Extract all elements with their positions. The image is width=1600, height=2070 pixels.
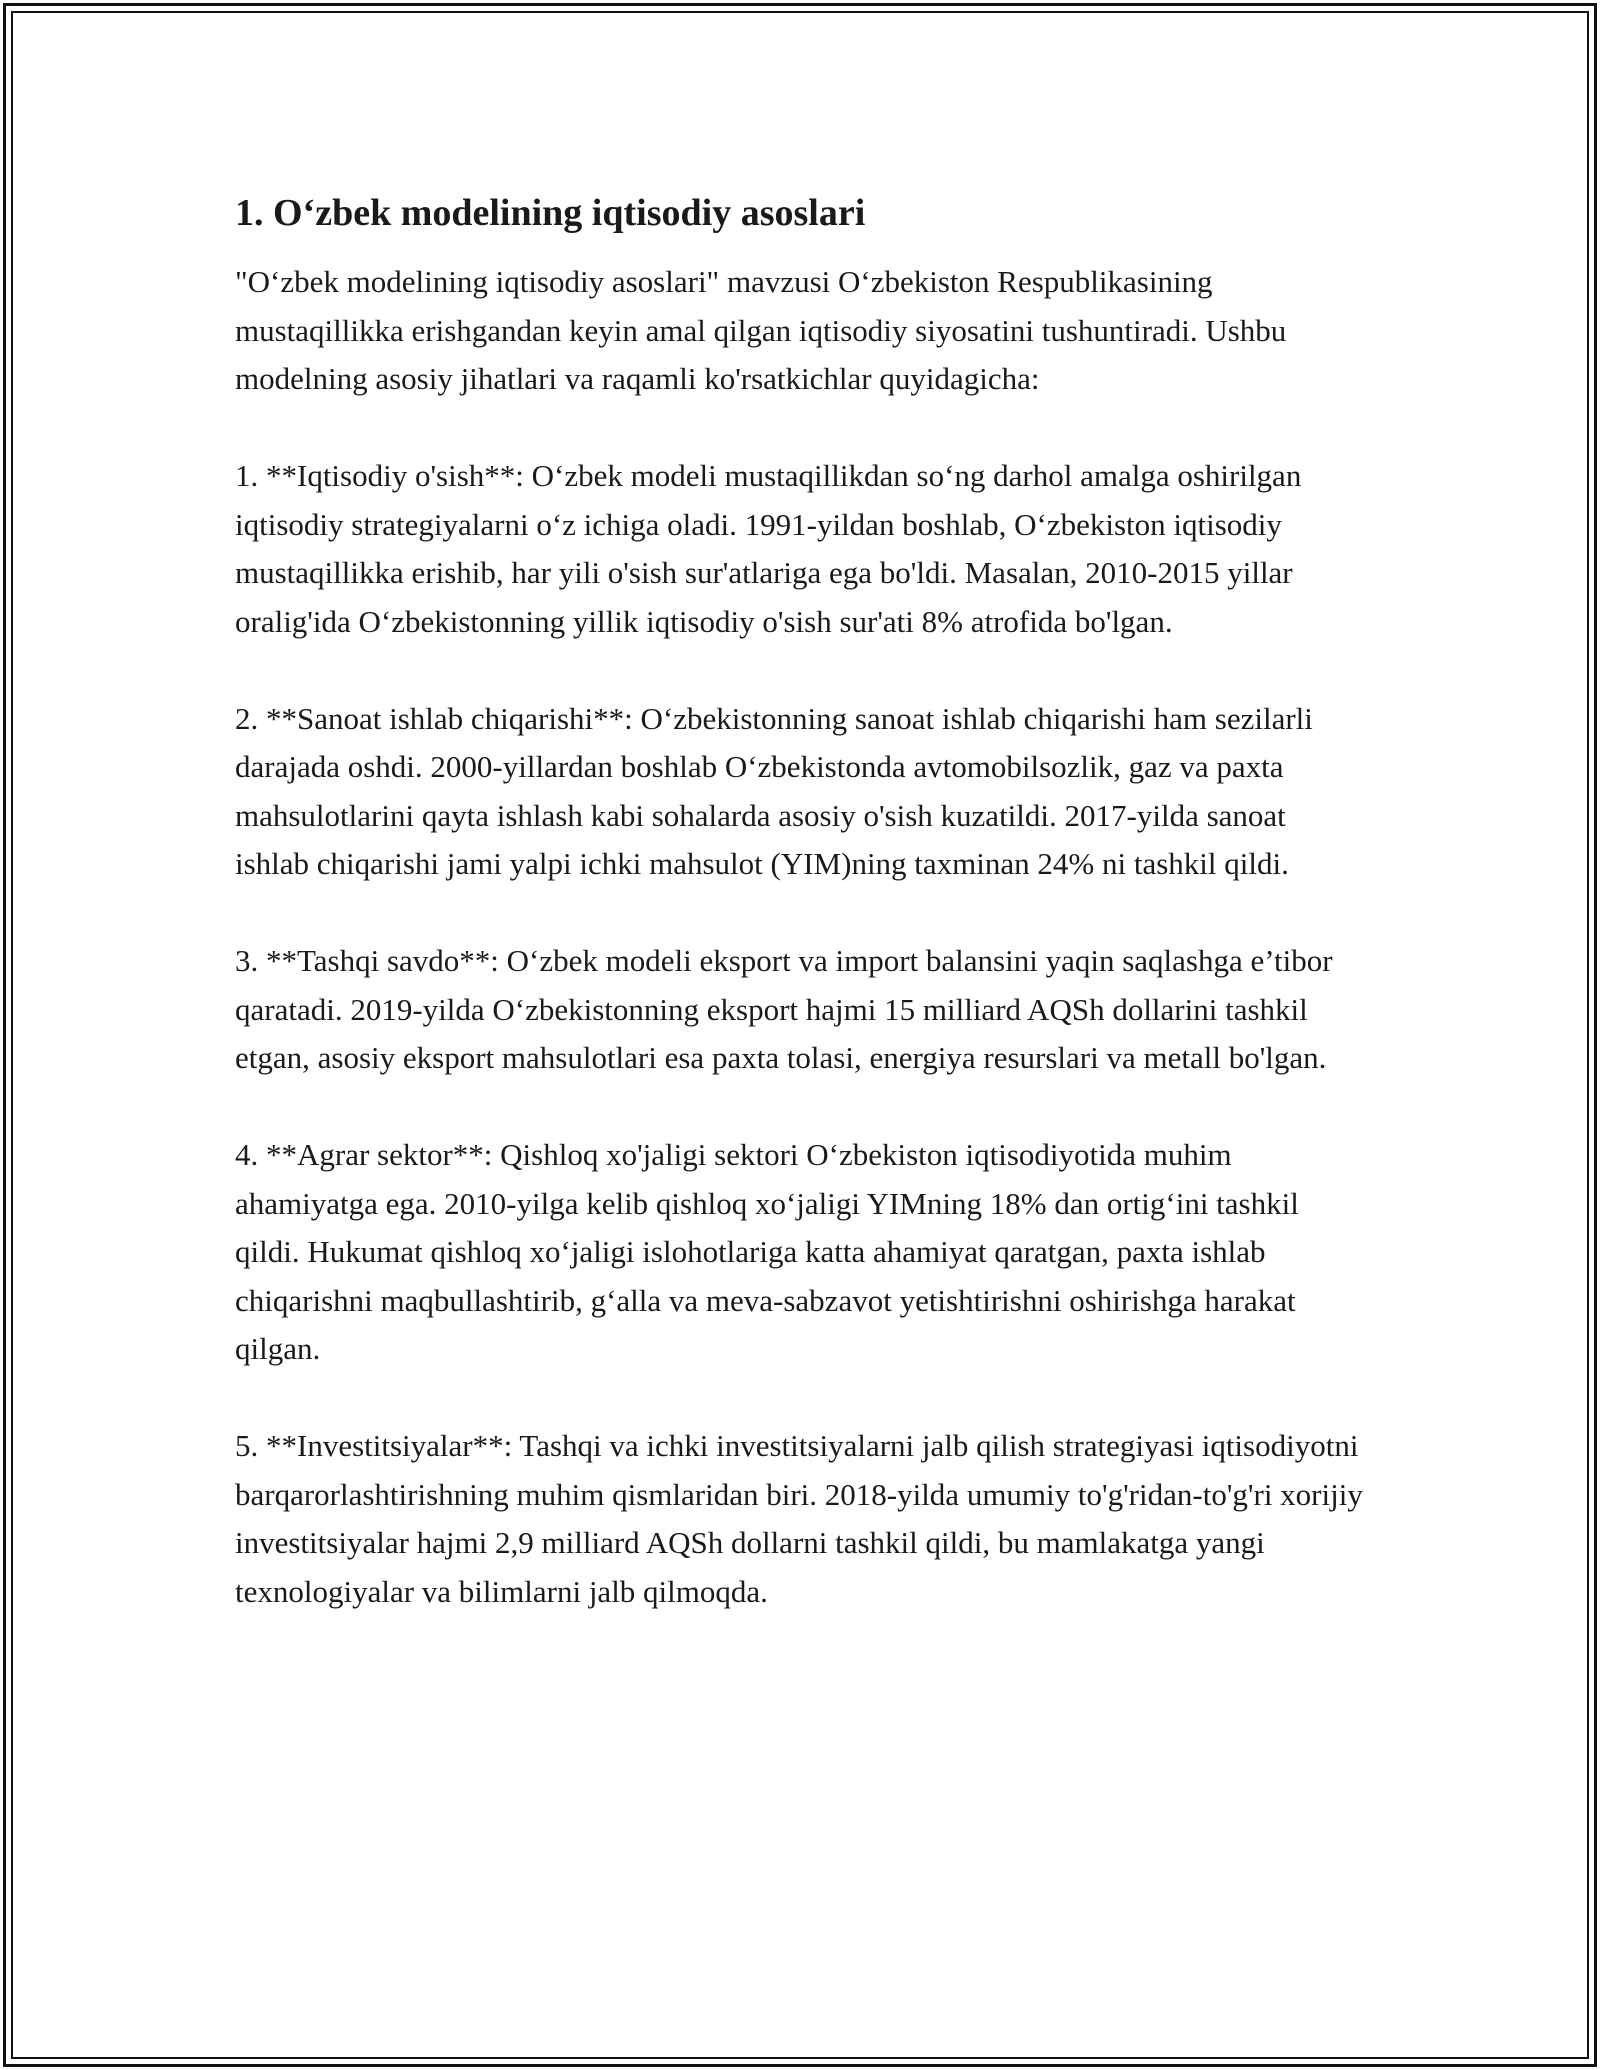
intro-paragraph: "O‘zbek modelining iqtisodiy asoslari" mavzusi O‘zbekiston Respublikasining mustaqillikka erishgandan keyin amal qilgan iqtisodiy siyosatini tushuntiradi. Ushbu modelning asosiy jihatlari va raqamli ko'rsatkichlar quyidagicha: [235, 264, 1287, 396]
paragraph-foreign-trade: 3. **Tashqi savdo**: O‘zbek modeli eksport va import balansini yaqin saqlashga e’tibor qaratadi. 2019-yilda O‘zbekistonning eksport hajmi 15 milliard AQSh dollarini tashkil etgan, asosiy eksport mahsulotlari esa paxta tolasi, energiya resurslari va metall bo'lgan. [235, 943, 1333, 1075]
paragraph-economic-growth: 1. **Iqtisodiy o'sish**: O‘zbek modeli mustaqillikdan so‘ng darhol amalga oshirilgan iqtisodiy strategiyalarni o‘z ichiga oladi. 1991-yildan boshlab, O‘zbekiston iqtisodiy mustaqillikka erishib, har yili o'sish sur'atlariga ega bo'ldi. Masalan, 2010-2015 yillar oralig'ida O‘zbekistonning yillik iqtisodiy o'sish sur'ati 8% atrofida bo'lgan. [235, 458, 1302, 639]
document-body [235, 188, 1365, 1616]
paragraph-agrarian-sector: 4. **Agrar sektor**: Qishloq xo'jaligi sektori O‘zbekiston iqtisodiyotida muhim ahamiyatga ega. 2010-yilga kelib qishloq xo‘jaligi YIMning 18% dan ortig‘ini tashkil qildi. Hukumat qishloq xo‘jaligi islohotlariga katta ahamiyat qaratgan, paxta ishlab chiqarishni maqbullashtirib, g‘alla va meva-sabzavot yetishtirishni oshirishga harakat qilgan. [235, 1137, 1299, 1366]
document-title: 1. O‘zbek modelining iqtisodiy asoslari [235, 192, 866, 234]
paragraph-investments: 5. **Investitsiyalar**: Tashqi va ichki investitsiyalarni jalb qilish strategiyasi iqtisodiyotni barqarorlashtirishning muhim qismlaridan biri. 2018-yilda umumiy to'g'ridan-to'g'ri xorijiy investitsiyalar hajmi 2,9 milliard AQSh dollarni tashkil qildi, bu mamlakatga yangi texnologiyalar va bilimlarni jalb qilmoqda. [235, 1428, 1363, 1609]
paragraph-industrial-production: 2. **Sanoat ishlab chiqarishi**: O‘zbekistonning sanoat ishlab chiqarishi ham sezilarli darajada oshdi. 2000-yillardan boshlab O‘zbekistonda avtomobilsozlik, gaz va paxta mahsulotlarini qayta ishlash kabi sohalarda asosiy o'sish kuzatildi. 2017-yilda sanoat ishlab chiqarishi jami yalpi ichki mahsulot (YIM)ning taxminan 24% ni tashkil qildi. [235, 700, 1313, 881]
